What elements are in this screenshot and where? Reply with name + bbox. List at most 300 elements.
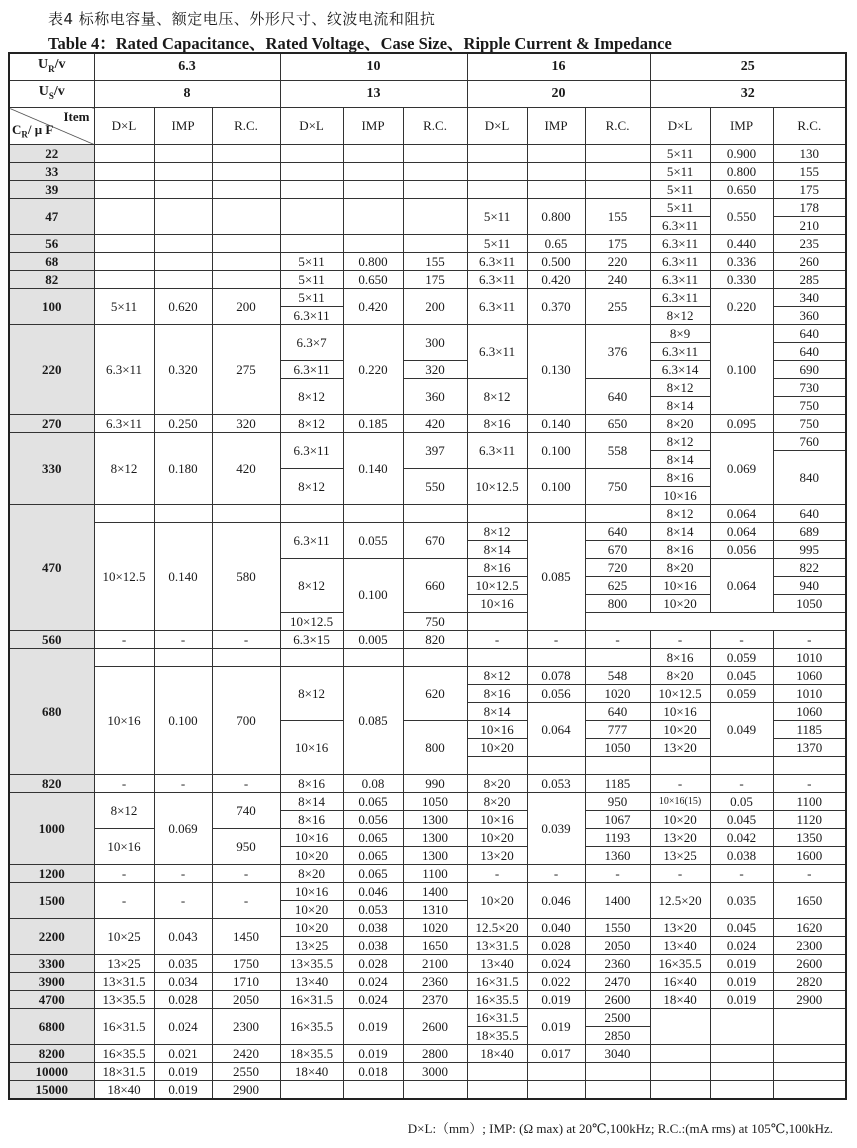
table-cell: 2050: [585, 937, 650, 955]
table-cell: 8×12: [467, 523, 527, 541]
table-cell: -: [154, 775, 212, 793]
table-cell: 0.800: [710, 163, 773, 181]
table-cell: 0.800: [527, 199, 585, 235]
table-cell: 620: [403, 667, 467, 721]
table-cell: 0.045: [710, 667, 773, 685]
table-cell: 2050: [212, 991, 280, 1009]
table-cell: [280, 163, 343, 181]
table-cell: 10×20: [650, 595, 710, 613]
table-cell: 0.019: [343, 1045, 403, 1063]
table-row: [9, 991, 846, 1009]
table-cell: [343, 235, 403, 253]
capacitance-cell: 6800: [9, 1009, 94, 1045]
table-cell: [403, 649, 467, 667]
table-cell: 10×20: [650, 811, 710, 829]
table-cell: 5×11: [467, 235, 527, 253]
table-row: [9, 1081, 846, 1100]
table-cell: 640: [773, 325, 846, 343]
table-row: [9, 289, 846, 307]
table-cell: [527, 505, 585, 523]
table-cell: -: [773, 775, 846, 793]
table-cell: 8×20: [650, 559, 710, 577]
table-cell: [154, 181, 212, 199]
table-cell: -: [94, 631, 154, 649]
table-cell: [585, 757, 650, 775]
table-cell: 1010: [773, 649, 846, 667]
table-cell: 0.024: [527, 955, 585, 973]
table-cell: [650, 1009, 710, 1045]
table-cell: [650, 757, 710, 775]
table-cell: 16×31.5: [94, 1009, 154, 1045]
table-cell: 8×16: [280, 775, 343, 793]
table-cell: 0.053: [343, 901, 403, 919]
table-cell: 5×11: [650, 163, 710, 181]
table-row: [9, 883, 846, 901]
table-row: [9, 253, 846, 271]
table-cell: [527, 181, 585, 199]
table-cell: [94, 145, 154, 163]
table-cell: 240: [585, 271, 650, 289]
table-cell: 0.100: [343, 559, 403, 631]
table-cell: 10×16: [650, 703, 710, 721]
table-cell: 8×12: [94, 433, 154, 505]
table-cell: 360: [773, 307, 846, 325]
ur-value: 16: [467, 53, 650, 81]
table-row: [9, 973, 846, 991]
table-cell: 760: [773, 433, 846, 451]
table-cell: [773, 1009, 846, 1045]
table-cell: 10×20: [280, 847, 343, 865]
table-cell: 0.100: [154, 667, 212, 775]
table-cell: 0.420: [527, 271, 585, 289]
table-cell: 0.095: [710, 415, 773, 433]
table-cell: 1067: [585, 811, 650, 829]
table-cell: 360: [403, 379, 467, 415]
table-cell: 0.005: [343, 631, 403, 649]
column-header-size: D×L: [280, 108, 343, 145]
table-cell: 10×12.5: [280, 613, 343, 631]
table-cell: 8×12: [280, 469, 343, 505]
table-cell: 5×11: [280, 253, 343, 271]
table-cell: 1193: [585, 829, 650, 847]
table-cell: [773, 1063, 846, 1081]
table-cell: [710, 1063, 773, 1081]
table-cell: [280, 649, 343, 667]
table-cell: [585, 1063, 650, 1081]
table-cell: 1100: [403, 865, 467, 883]
table-cell: 0.019: [343, 1009, 403, 1045]
capacitance-cell: 56: [9, 235, 94, 253]
table-cell: 13×20: [650, 919, 710, 937]
table-cell: 6.3×11: [650, 343, 710, 361]
table-cell: 340: [773, 289, 846, 307]
table-cell: 8×12: [94, 793, 154, 829]
table-cell: 800: [585, 595, 650, 613]
table-cell: 580: [212, 523, 280, 631]
table-cell: 6.3×11: [467, 433, 527, 469]
table-cell: [773, 1045, 846, 1063]
table-cell: 8×12: [650, 505, 710, 523]
table-cell: 2360: [403, 973, 467, 991]
table-cell: 2370: [403, 991, 467, 1009]
table-cell: [154, 649, 212, 667]
table-cell: 8×20: [650, 667, 710, 685]
capacitance-cell: 680: [9, 649, 94, 775]
table-cell: 0.021: [154, 1045, 212, 1063]
table-row: [9, 1063, 846, 1081]
table-cell: 1120: [773, 811, 846, 829]
table-cell: 8×20: [280, 865, 343, 883]
capacitance-cell: 33: [9, 163, 94, 181]
table-cell: 0.019: [710, 955, 773, 973]
table-cell: [710, 1081, 773, 1100]
capacitance-cell: 10000: [9, 1063, 94, 1081]
table-cell: 0.024: [710, 937, 773, 955]
table-cell: 0.028: [154, 991, 212, 1009]
table-cell: [710, 1045, 773, 1063]
table-cell: 175: [585, 235, 650, 253]
table-cell: 1350: [773, 829, 846, 847]
table-cell: 777: [585, 721, 650, 739]
table-cell: [343, 181, 403, 199]
table-cell: -: [585, 631, 650, 649]
table-cell: 0.140: [343, 433, 403, 505]
ur-value: 10: [280, 53, 467, 81]
table-cell: [343, 649, 403, 667]
table-cell: 1100: [773, 793, 846, 811]
column-header-rc: R.C.: [212, 108, 280, 145]
column-header-rc: R.C.: [403, 108, 467, 145]
table-cell: [280, 181, 343, 199]
table-cell: 1550: [585, 919, 650, 937]
table-cell: [585, 163, 650, 181]
capacitance-cell: 560: [9, 631, 94, 649]
capacitance-cell: 15000: [9, 1081, 94, 1100]
table-row: [9, 667, 846, 685]
table-cell: -: [710, 775, 773, 793]
table-row: [9, 1009, 846, 1027]
table-cell: 6.3×7: [280, 325, 343, 361]
table-cell: -: [585, 865, 650, 883]
table-cell: 5×11: [280, 271, 343, 289]
table-cell: 0.049: [710, 703, 773, 757]
table-cell: 3000: [403, 1063, 467, 1081]
table-cell: 8×12: [650, 433, 710, 451]
table-cell: 1370: [773, 739, 846, 757]
table-cell: 13×25: [280, 937, 343, 955]
table-cell: [212, 649, 280, 667]
table-row: [9, 433, 846, 451]
table-cell: [467, 1081, 527, 1100]
table-cell: 0.180: [154, 433, 212, 505]
table-cell: [343, 163, 403, 181]
table-cell: 5×11: [650, 145, 710, 163]
table-cell: 2850: [585, 1027, 650, 1045]
table-cell: 0.064: [710, 559, 773, 613]
column-header-imp: IMP: [527, 108, 585, 145]
table-row: [9, 145, 846, 163]
table-cell: 10×20: [467, 739, 527, 757]
table-cell: 750: [773, 397, 846, 415]
table-cell: -: [527, 631, 585, 649]
table-cell: 1050: [403, 793, 467, 811]
table-cell: 0.650: [710, 181, 773, 199]
column-header-size: D×L: [467, 108, 527, 145]
table-cell: -: [650, 631, 710, 649]
table-cell: [467, 757, 527, 775]
table-row: [9, 325, 846, 343]
table-cell: 235: [773, 235, 846, 253]
table-cell: 175: [773, 181, 846, 199]
table-cell: [94, 163, 154, 181]
table-cell: 10×12.5: [94, 523, 154, 631]
table-cell: 6.3×11: [650, 217, 710, 235]
table-cell: 558: [585, 433, 650, 469]
table-cell: [403, 199, 467, 235]
table-cell: 0.024: [343, 991, 403, 1009]
table-cell: 10×20: [280, 919, 343, 937]
table-cell: 8×14: [650, 523, 710, 541]
table-cell: [527, 163, 585, 181]
table-row: [9, 955, 846, 973]
table-row: [9, 793, 846, 811]
table-cell: 0.500: [527, 253, 585, 271]
table-cell: [403, 1081, 467, 1100]
item-capacitance-header: [9, 108, 94, 145]
table-cell: [467, 505, 527, 523]
table-cell: 13×35.5: [280, 955, 343, 973]
table-cell: 0.130: [527, 325, 585, 415]
table-cell: 5×11: [650, 181, 710, 199]
table-cell: 0.620: [154, 289, 212, 325]
table-cell: -: [94, 775, 154, 793]
table-cell: 0.085: [343, 667, 403, 775]
table-cell: 6.3×11: [280, 361, 343, 379]
table-cell: 6.3×11: [650, 271, 710, 289]
table-cell: 0.220: [343, 325, 403, 415]
ur-label: $U_R/v$: [9, 53, 94, 81]
table-cell: [403, 181, 467, 199]
table-cell: 8×12: [467, 667, 527, 685]
table-cell: 320: [403, 361, 467, 379]
table-cell: 6.3×11: [467, 325, 527, 379]
table-cell: 8×16: [650, 469, 710, 487]
capacitance-cell: 39: [9, 181, 94, 199]
table-cell: 1450: [212, 919, 280, 955]
table-cell: 750: [585, 469, 650, 505]
table-cell: 0.800: [343, 253, 403, 271]
table-cell: 8×20: [467, 775, 527, 793]
table-cell: 550: [403, 469, 467, 505]
table-cell: 0.022: [527, 973, 585, 991]
table-cell: 155: [403, 253, 467, 271]
table-cell: 640: [585, 703, 650, 721]
table-cell: 0.064: [710, 505, 773, 523]
table-cell: -: [94, 883, 154, 919]
table-cell: 2100: [403, 955, 467, 973]
rated-voltage-row: [9, 53, 846, 81]
table-cell: [585, 181, 650, 199]
table-cell: 650: [585, 415, 650, 433]
table-cell: [467, 163, 527, 181]
table-cell: 2360: [585, 955, 650, 973]
table-cell: 10×16: [467, 721, 527, 739]
table-cell: 1300: [403, 829, 467, 847]
table-cell: 6.3×11: [467, 271, 527, 289]
table-cell: 0.100: [710, 325, 773, 415]
column-header-rc: R.C.: [585, 108, 650, 145]
table-cell: [527, 145, 585, 163]
table-cell: -: [154, 865, 212, 883]
spec-table: [8, 52, 847, 1100]
table-cell: 376: [585, 325, 650, 379]
table-cell: 13×31.5: [467, 937, 527, 955]
table-cell: 18×40: [280, 1063, 343, 1081]
table-cell: 13×40: [650, 937, 710, 955]
table-cell: 0.078: [527, 667, 585, 685]
table-cell: 2300: [212, 1009, 280, 1045]
table-cell: 13×35.5: [94, 991, 154, 1009]
table-cell: 0.059: [710, 685, 773, 703]
table-cell: 8×16: [280, 811, 343, 829]
table-cell: [527, 1063, 585, 1081]
ur-value: 6.3: [94, 53, 280, 81]
table-cell: 2500: [585, 1009, 650, 1027]
table-cell: 210: [773, 217, 846, 235]
table-cell: [212, 235, 280, 253]
table-cell: 0.064: [527, 703, 585, 757]
table-cell: 0.065: [343, 847, 403, 865]
table-cell: 13×20: [650, 739, 710, 757]
us-value: 20: [467, 81, 650, 108]
table-cell: -: [154, 631, 212, 649]
table-title-chinese: 表4 标称电容量、额定电压、外形尺寸、纹波电流和阻抗: [48, 10, 436, 28]
table-row: [9, 271, 846, 289]
table-cell: 1650: [403, 937, 467, 955]
table-cell: [527, 649, 585, 667]
table-cell: 0.05: [710, 793, 773, 811]
table-cell: 6.3×14: [650, 361, 710, 379]
table-cell: 1050: [773, 595, 846, 613]
table-cell: [154, 145, 212, 163]
table-cell: 420: [212, 433, 280, 505]
capacitance-label: $C_R/$ μ F: [12, 122, 54, 140]
table-cell: [403, 145, 467, 163]
table-cell: 640: [585, 379, 650, 415]
table-cell: 200: [212, 289, 280, 325]
table-cell: [650, 1063, 710, 1081]
table-cell: 950: [585, 793, 650, 811]
table-cell: 1185: [585, 775, 650, 793]
footnote: D×L:（mm）; IMP: (Ω max) at 20℃,100kHz; R.C.:(mA rms) at 105℃,100kHz.: [407, 1121, 833, 1136]
table-cell: [94, 271, 154, 289]
capacitance-cell: 47: [9, 199, 94, 235]
table-cell: 0.65: [527, 235, 585, 253]
table-cell: 2420: [212, 1045, 280, 1063]
table-cell: [403, 235, 467, 253]
table-cell: 6.3×11: [280, 307, 343, 325]
table-row: [9, 523, 846, 541]
table-cell: 690: [773, 361, 846, 379]
table-cell: 10×16: [650, 577, 710, 595]
table-cell: 1620: [773, 919, 846, 937]
capacitance-cell: 270: [9, 415, 94, 433]
table-cell: 18×40: [94, 1081, 154, 1100]
table-cell: 2470: [585, 973, 650, 991]
table-cell: [343, 505, 403, 523]
table-cell: 10×16: [280, 883, 343, 901]
table-cell: [650, 1081, 710, 1100]
table-cell: 0.370: [527, 289, 585, 325]
table-cell: 13×40: [467, 955, 527, 973]
table-cell: 10×25: [94, 919, 154, 955]
capacitance-cell: 100: [9, 289, 94, 325]
table-cell: [212, 145, 280, 163]
table-cell: 0.056: [527, 685, 585, 703]
column-header-size: D×L: [94, 108, 154, 145]
table-cell: 5×11: [467, 199, 527, 235]
table-cell: 0.018: [343, 1063, 403, 1081]
table-row: [9, 199, 846, 217]
capacitance-cell: 4700: [9, 991, 94, 1009]
table-cell: 8×16: [467, 685, 527, 703]
table-cell: 397: [403, 433, 467, 469]
table-cell: 8×16: [650, 649, 710, 667]
table-cell: [154, 253, 212, 271]
table-cell: 1360: [585, 847, 650, 865]
table-row: [9, 775, 846, 793]
table-cell: 0.550: [710, 199, 773, 235]
table-cell: 8×12: [280, 415, 343, 433]
table-cell: 6.3×11: [467, 289, 527, 325]
table-cell: 0.140: [527, 415, 585, 433]
column-header-imp: IMP: [154, 108, 212, 145]
table-title-english: Table 4：Rated Capacitance、Rated Voltage、Case Size、Ripple Current & Impedance: [48, 34, 672, 53]
table-cell: 8×16: [467, 559, 527, 577]
table-cell: 625: [585, 577, 650, 595]
table-cell: 13×31.5: [94, 973, 154, 991]
table-cell: 18×31.5: [94, 1063, 154, 1081]
table-cell: -: [154, 883, 212, 919]
table-cell: 0.042: [710, 829, 773, 847]
table-cell: 10×20: [280, 901, 343, 919]
table-cell: 12.5×20: [650, 883, 710, 919]
table-cell: 10×16: [467, 811, 527, 829]
table-cell: [343, 145, 403, 163]
table-cell: [773, 1081, 846, 1100]
table-cell: 16×31.5: [467, 1009, 527, 1027]
table-row: [9, 1045, 846, 1063]
table-cell: 1060: [773, 703, 846, 721]
table-cell: 130: [773, 145, 846, 163]
table-cell: [280, 505, 343, 523]
surge-voltage-row: [9, 81, 846, 108]
spec-table-container: [8, 52, 845, 1100]
table-cell: 1020: [403, 919, 467, 937]
table-cell: 10×16(15): [650, 793, 710, 811]
us-label: $U_S/v$: [9, 81, 94, 108]
table-cell: 5×11: [280, 289, 343, 307]
table-cell: 8×12: [280, 379, 343, 415]
table-cell: 990: [403, 775, 467, 793]
capacitance-cell: 8200: [9, 1045, 94, 1063]
table-cell: 0.065: [343, 829, 403, 847]
table-cell: 0.035: [154, 955, 212, 973]
table-cell: 1060: [773, 667, 846, 685]
table-cell: 0.056: [343, 811, 403, 829]
table-cell: 1650: [773, 883, 846, 919]
table-cell: 1400: [403, 883, 467, 901]
